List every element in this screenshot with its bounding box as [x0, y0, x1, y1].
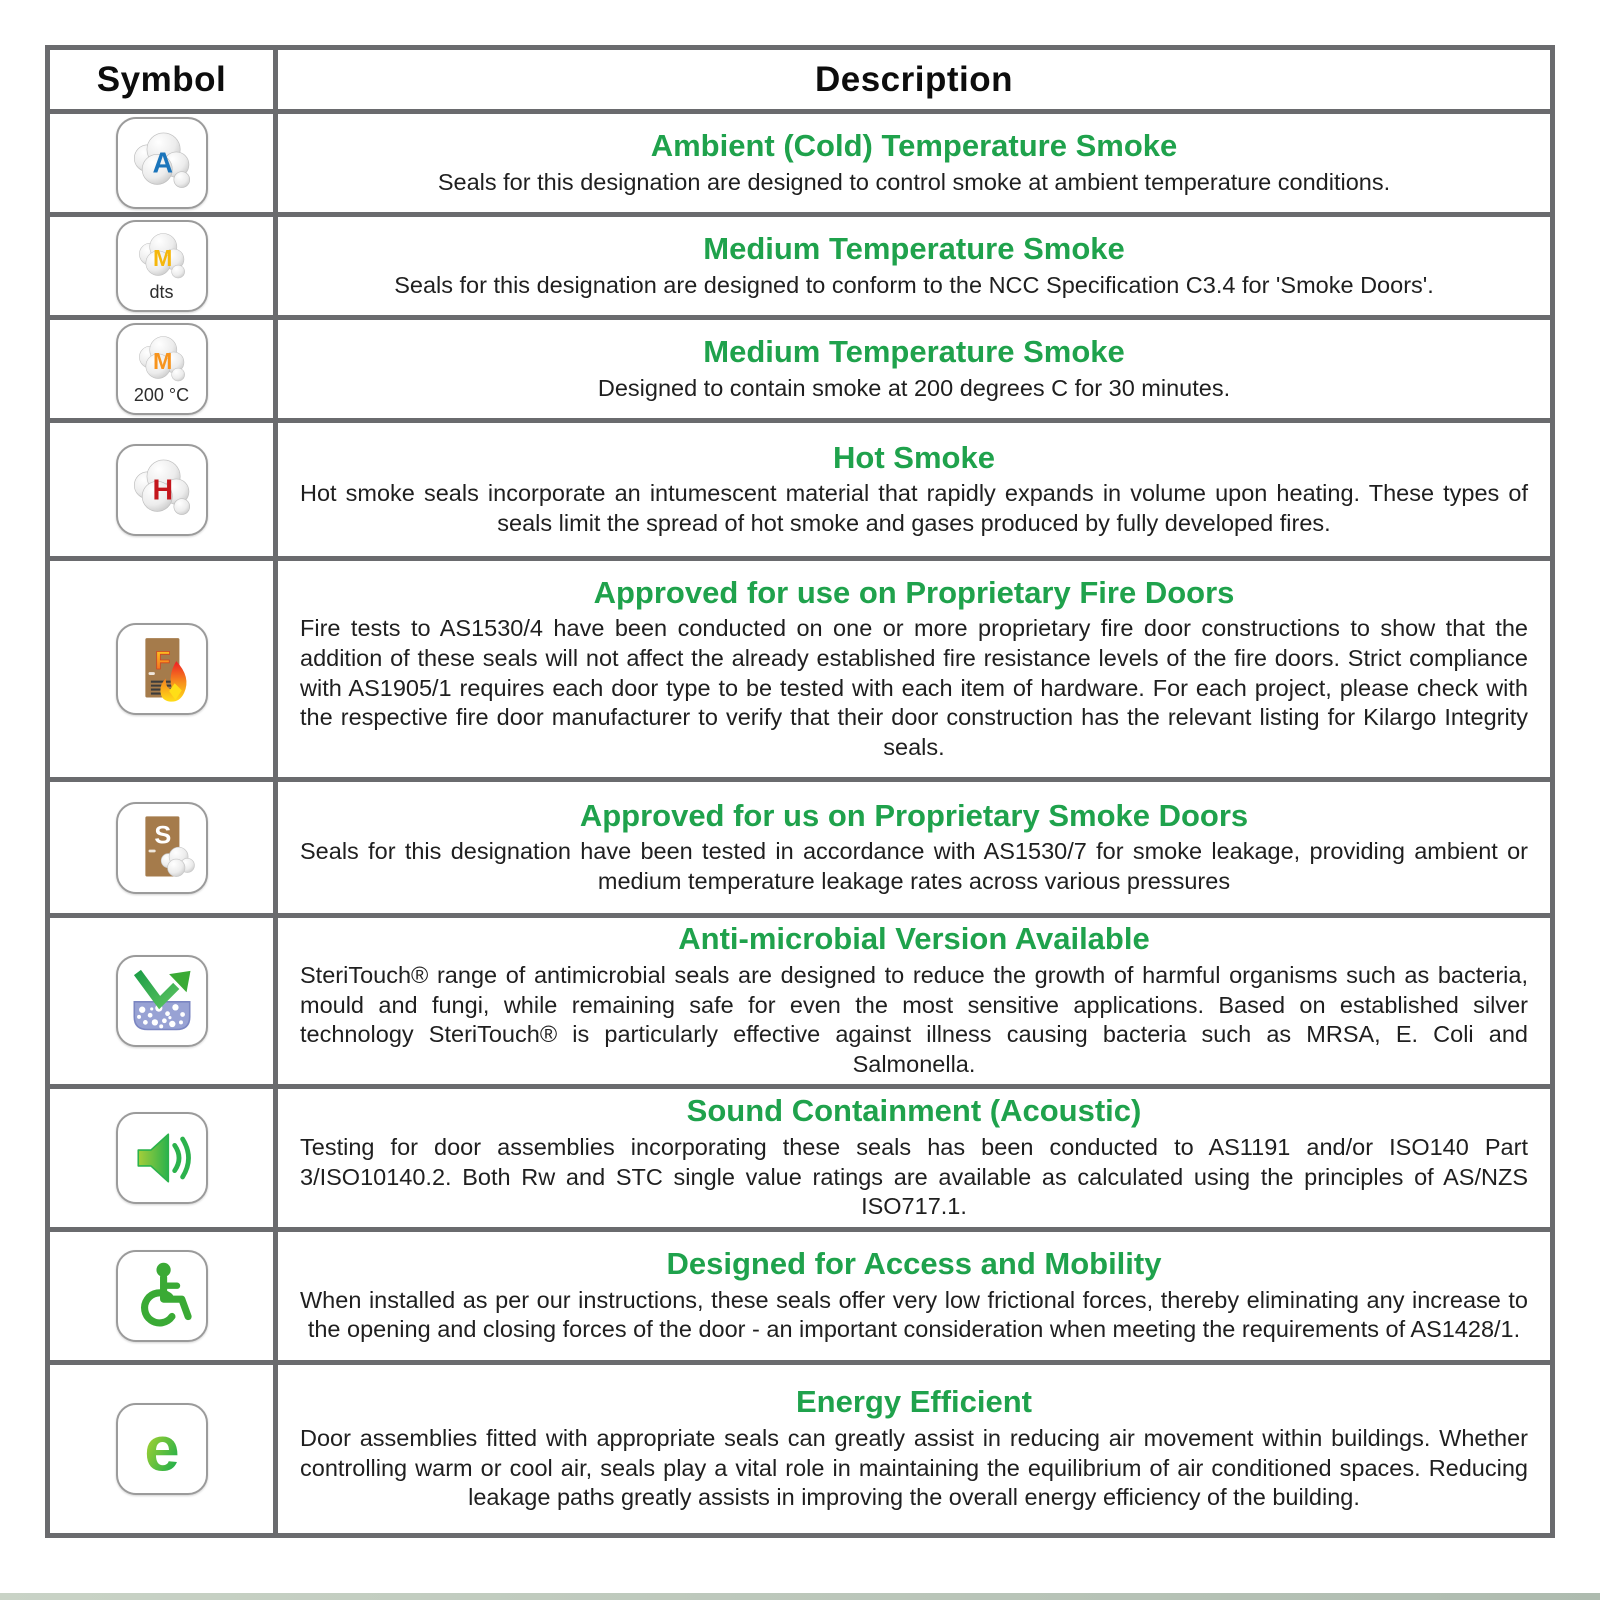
row-body: Hot smoke seals incorporate an intumescent material that rapidly expands in volume upon heating. These types of seals limit the spread of hot smoke and gases produced by fully developed fires. — [300, 480, 1528, 536]
row-title: Energy Efficient — [796, 1384, 1032, 1420]
symbol-cell — [50, 1365, 278, 1533]
wheelchair-access-icon — [116, 1250, 208, 1342]
row-title: Sound Containment (Acoustic) — [686, 1093, 1142, 1129]
page-bottom-edge — [0, 1593, 1600, 1600]
row-title: Approved for use on Proprietary Fire Doors — [593, 574, 1235, 610]
description-cell — [278, 782, 1550, 918]
description-cell — [278, 320, 1550, 423]
symbol-column-header: Symbol — [50, 50, 278, 114]
symbol-cell — [50, 1089, 278, 1232]
row-body: Door assemblies fitted with appropriate seals can greatly assist in reducing air movement within buildings. Whether controlling warm or cool air, seals play a vital role in maintaining the equilibrium of air conditioned spaces. Reducing leakage paths greatly assists in improving the overall energy efficiency of the building. — [300, 1424, 1528, 1511]
svg-text:S: S — [153, 820, 171, 849]
symbol-cell — [50, 114, 278, 217]
medium-smoke-200c-cloud-icon — [116, 323, 208, 415]
description-cell — [278, 114, 1550, 217]
row-body: SteriTouch® range of antimicrobial seals are designed to reduce the growth of harmful organisms such as bacteria, mould and fungi, while remaining safe for even the most sensitive applications. Based on established silver technology SteriTouch® is particularly effective against illness causing bacteria such as MRSA, E. Coli and Salmonella. — [300, 962, 1528, 1077]
row-title: Medium Temperature Smoke — [703, 230, 1125, 266]
row-body: Seals for this designation are designed to control smoke at ambient temperature conditions. — [437, 168, 1391, 195]
row-title: Hot Smoke — [833, 439, 995, 475]
description-column-header: Description — [278, 50, 1550, 114]
symbol-cell — [50, 782, 278, 918]
hot-smoke-cloud-icon — [116, 444, 208, 536]
row-body: Fire tests to AS1530/4 have been conducted on one or more proprietary fire door constructions to show that the addition of these seals will not affect the already established fire resistance levels of the fire doors. Strict compliance with AS1905/1 requires each door type to be tested with each item of hardware. For each project, please check with the respective fire door manufacturer to verify that their door construction has the relevant listing for Kilargo Integrity seals. — [300, 615, 1528, 760]
description-cell — [278, 918, 1550, 1089]
row-body: When installed as per our instructions, these seals offer very low frictional forces, thereby eliminating any increase to the opening and closing forces of the door - an important consideration when meeting the requirements of AS1428/1. — [300, 1286, 1528, 1343]
symbol-cell — [50, 217, 278, 320]
row-body: Seals for this designation are designed to conform to the NCC Specification C3.4 for 'Smoke Doors'. — [394, 271, 1434, 298]
row-title: Ambient (Cold) Temperature Smoke — [650, 127, 1178, 163]
row-title: Medium Temperature Smoke — [703, 333, 1125, 369]
description-cell — [278, 1365, 1550, 1533]
anti-microbial-icon — [116, 955, 208, 1047]
smoke-door-icon — [116, 802, 208, 894]
row-body: Testing for door assemblies incorporating these seals has been conducted to AS1191 and/or ISO140 Part 3/ISO10140.2. Both Rw and STC single value ratings are available as calculated using the principles of AS/NZS ISO717.1. — [300, 1133, 1528, 1220]
icon-sub-label: 200 °C — [133, 385, 190, 405]
description-cell — [278, 1232, 1550, 1365]
row-title: Anti-microbial Version Available — [678, 921, 1150, 957]
symbol-cell — [50, 918, 278, 1089]
svg-text:M: M — [152, 347, 172, 374]
fire-door-icon — [116, 623, 208, 715]
ambient-smoke-cloud-icon — [116, 117, 208, 209]
row-body: Seals for this designation have been tested in accordance with AS1530/7 for smoke leakage, providing ambient or medium temperature leakage rates across various pressures — [300, 838, 1528, 894]
icon-sub-label: dts — [149, 282, 174, 302]
svg-text:F: F — [154, 647, 171, 675]
svg-text:A: A — [151, 147, 173, 180]
svg-text:M: M — [152, 244, 172, 271]
row-body: Designed to contain smoke at 200 degrees C for 30 minutes. — [597, 374, 1231, 401]
symbol-cell — [50, 320, 278, 423]
description-cell — [278, 217, 1550, 320]
svg-text:e: e — [143, 1414, 180, 1485]
symbol-cell — [50, 423, 278, 561]
energy-efficient-e-icon — [116, 1403, 208, 1495]
description-cell — [278, 1089, 1550, 1232]
row-title: Designed for Access and Mobility — [666, 1246, 1162, 1282]
symbol-cell — [50, 1232, 278, 1365]
description-cell — [278, 423, 1550, 561]
acoustic-speaker-icon — [116, 1112, 208, 1204]
row-title: Approved for us on Proprietary Smoke Doors — [579, 797, 1249, 833]
svg-text:H: H — [151, 474, 173, 506]
medium-smoke-dts-cloud-icon — [116, 220, 208, 312]
symbol-cell — [50, 561, 278, 782]
symbol-description-table — [45, 45, 1555, 1538]
description-cell — [278, 561, 1550, 782]
